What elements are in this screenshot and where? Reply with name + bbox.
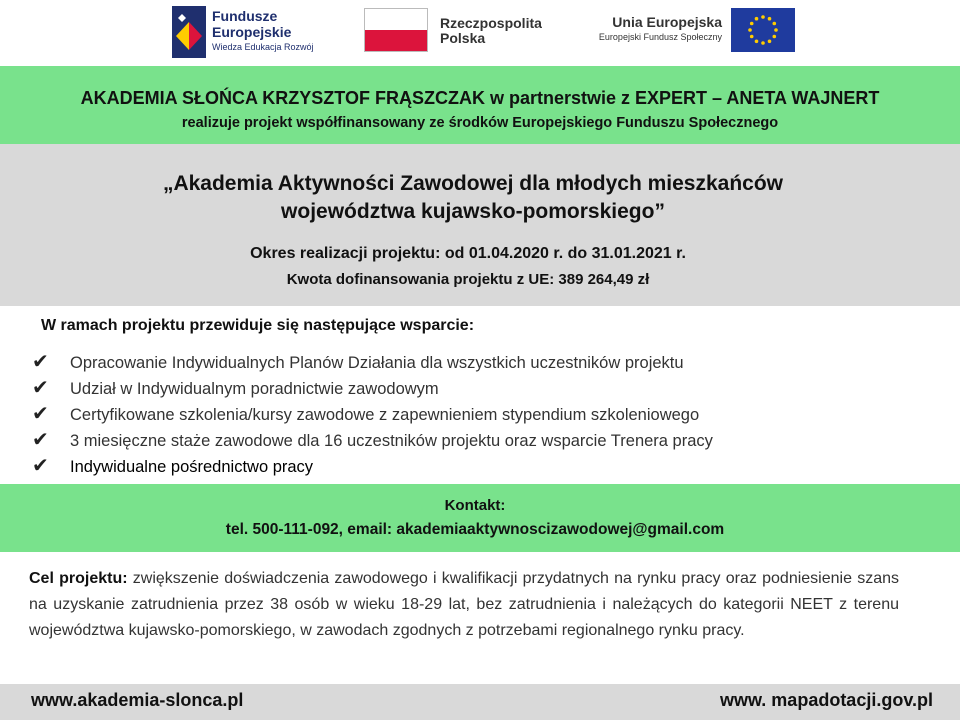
eu-flag-icon	[731, 8, 795, 52]
footer-url-left: www.akademia-slonca.pl	[31, 690, 244, 710]
check-mark-icon: ✔	[32, 403, 49, 425]
ue-line2: Europejski Fundusz Społeczny	[598, 32, 722, 42]
contact-label: Kontakt:	[444, 497, 506, 514]
project-period: Okres realizacji projektu: od 01.04.2020 r. do 31.01.2021 r.	[250, 245, 686, 262]
fe-line3: Wiedza Edukacja Rozwój	[212, 42, 314, 52]
goal-label: Cel projektu:	[29, 570, 128, 587]
rp-line2: Polska	[440, 30, 486, 46]
logo-bar	[0, 0, 960, 66]
list-item-text: 3 miesięczne staże zawodowe dla 16 uczestników projektu oraz wsparcie Trenera pracy	[70, 432, 713, 450]
header-subtitle: realizuje projekt współfinansowany ze środków Europejskiego Funduszu Społecznego	[181, 115, 779, 131]
check-mark-icon: ✔	[32, 455, 49, 477]
header-title: AKADEMIA SŁOŃCA KRZYSZTOF FRĄSZCZAK w partnerstwie z EXPERT – ANETA WAJNERT	[80, 88, 880, 108]
project-amount: Kwota dofinansowania projektu z UE: 389 264,49 zł	[286, 271, 650, 288]
project-goal	[29, 566, 899, 644]
list-item	[32, 376, 713, 402]
project-title-line2: województwa kujawsko-pomorskiego”	[281, 200, 665, 223]
goal-text: zwiększenie doświadczenia zawodowego i kwalifikacji przydatnych na rynku pracy oraz podniesienie szans na uzyskanie zatrudnienia przez 38 osób w wieku 18-29 lat, bez zatrudnienia i należących do kategorii NEET z terenu województwa kujawsko-pomorskiego, w zawodach zgodnych z potrzebami regionalnego rynku pracy.	[29, 570, 899, 639]
project-title-line1: „Akademia Aktywności Zawodowej dla młodych mieszkańców	[162, 172, 784, 195]
check-mark-icon: ✔	[32, 429, 49, 451]
fe-line1: Fundusze	[212, 8, 278, 24]
list-item-text: Certyfikowane szkolenia/kursy zawodowe z zapewnieniem stypendium szkoleniowego	[70, 406, 700, 424]
list-item	[32, 454, 713, 480]
unia-europejska-logo	[590, 8, 800, 54]
list-item-text: Opracowanie Indywidualnych Planów Działania dla wszystkich uczestników projektu	[70, 354, 684, 372]
list-item	[32, 350, 713, 376]
check-mark-icon: ✔	[32, 377, 49, 399]
list-item	[32, 402, 713, 428]
list-item-text: Udział w Indywidualnym poradnictwie zawodowym	[70, 380, 439, 398]
footer-url-right: www. mapadotacji.gov.pl	[719, 690, 933, 710]
list-item	[32, 428, 713, 454]
ue-line1: Unia Europejska	[612, 14, 722, 30]
support-heading: W ramach projektu przewiduje się następujące wsparcie:	[41, 317, 475, 334]
fundusze-europejskie-logo	[172, 6, 332, 58]
list-item-text: Indywidualne pośrednictwo pracy	[70, 458, 314, 476]
contact-band	[0, 484, 960, 552]
polish-flag-icon	[364, 8, 428, 52]
rp-line1: Rzeczpospolita	[440, 15, 542, 31]
contact-info: tel. 500-111-092, email: akademiaaktywnoscizawodowej@gmail.com	[225, 521, 725, 538]
check-mark-icon: ✔	[32, 351, 49, 373]
rzeczpospolita-polska-logo	[364, 8, 554, 54]
fundusze-europejskie-mark-icon	[172, 6, 206, 58]
fe-line2: Europejskie	[212, 24, 292, 40]
support-list	[32, 350, 713, 480]
